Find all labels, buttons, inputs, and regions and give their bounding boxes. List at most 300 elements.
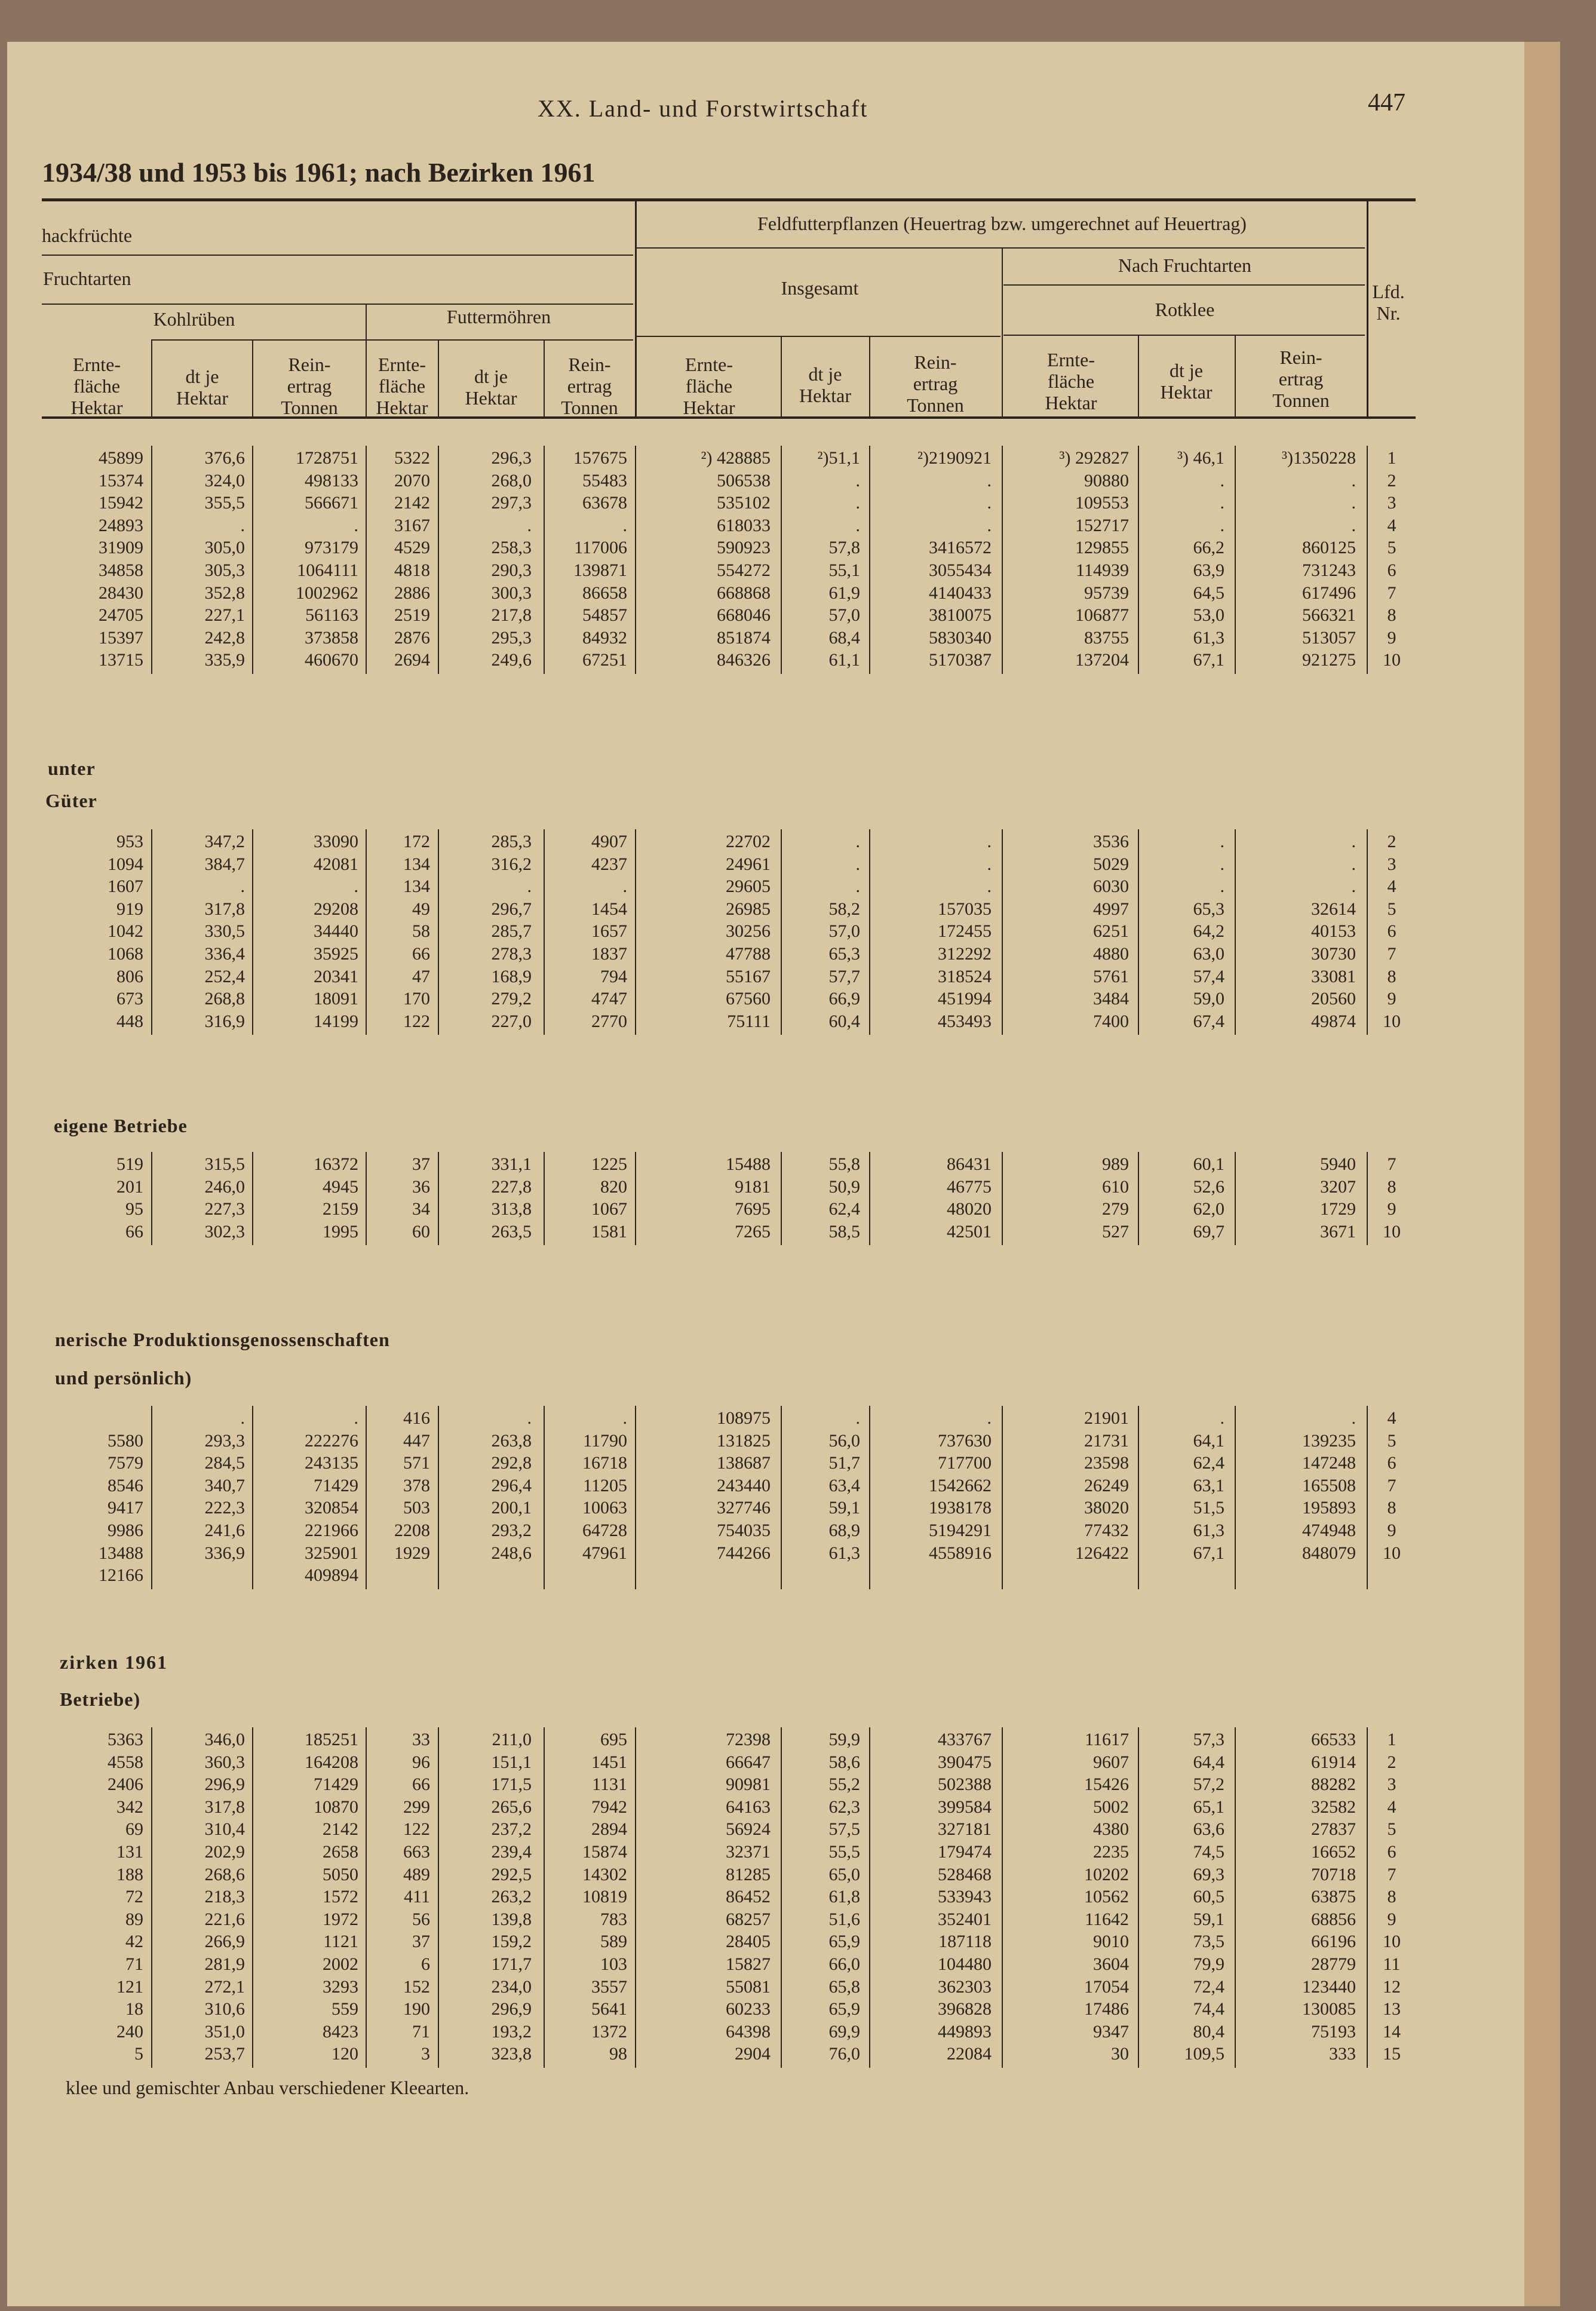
table-cell: 3536	[1093, 832, 1129, 851]
table-cell: .	[1220, 470, 1224, 491]
table-cell: 1607	[108, 876, 143, 897]
table-cell: 1972	[323, 1909, 358, 1929]
table-cell: 55,1	[828, 560, 860, 580]
table-cell: 668046	[717, 605, 771, 626]
table-cell: 489	[403, 1864, 430, 1884]
table-cell: 120	[332, 2044, 358, 2064]
row-number-cell: 4	[1387, 1408, 1396, 1428]
table-cell: 15942	[99, 493, 143, 513]
table-cell: 566671	[305, 493, 358, 513]
table-cell: .	[1351, 493, 1356, 513]
table-cell: 68,9	[828, 1521, 860, 1540]
table-cell: 324,0	[204, 470, 245, 491]
table-cell: 159,2	[491, 1932, 532, 1952]
table-cell: 60,4	[828, 1011, 860, 1031]
row-number-cell: 1	[1387, 1730, 1396, 1749]
table-cell: 590923	[717, 538, 771, 558]
row-number-cell: 10	[1383, 1011, 1401, 1031]
column-rule	[366, 1727, 367, 2068]
table-cell: 10562	[1084, 1887, 1129, 1907]
table-cell: .	[855, 470, 860, 491]
table-cell: 315,5	[204, 1154, 245, 1174]
table-cell: 38020	[1084, 1498, 1129, 1518]
table-cell: 2142	[323, 1819, 358, 1840]
row-number-cell: 7	[1387, 1864, 1396, 1884]
table-cell: 15827	[726, 1954, 771, 1974]
table-cell: 34858	[99, 560, 143, 580]
table-cell: 754035	[717, 1521, 771, 1540]
column-rule	[1367, 1152, 1368, 1245]
table-cell: 409894	[305, 1565, 358, 1586]
column-rule	[544, 1406, 545, 1589]
table-cell: .	[1351, 1408, 1356, 1428]
table-cell: 1042	[108, 921, 143, 942]
column-rule	[1138, 829, 1139, 1035]
table-cell: 451994	[938, 989, 992, 1009]
table-cell: 37	[412, 1154, 430, 1174]
table-cell: 352401	[938, 1909, 992, 1929]
table-cell: 66647	[726, 1752, 771, 1772]
table-cell: 63,6	[1193, 1819, 1224, 1840]
table-cell: 296,9	[204, 1774, 245, 1795]
table-cell: 24893	[99, 515, 143, 535]
table-cell: 336,4	[204, 944, 245, 964]
table-cell: .	[987, 832, 992, 851]
table-cell: .	[987, 876, 992, 897]
table-cell: 15374	[99, 470, 143, 491]
table-cell: 320854	[305, 1498, 358, 1518]
col-head-4: Ernte- fläche Hektar	[376, 354, 428, 418]
column-rule	[252, 1152, 253, 1245]
table-cell: .	[240, 1408, 245, 1428]
table-cell: 293,3	[204, 1430, 245, 1451]
table-cell: 559	[332, 1999, 358, 2019]
table-cell: 731243	[1302, 560, 1356, 580]
table-cell: 1064111	[297, 560, 358, 580]
column-rule	[635, 446, 636, 674]
table-cell: 15488	[726, 1154, 771, 1174]
table-cell: 336,9	[204, 1543, 245, 1563]
table-cell: 296,7	[491, 899, 532, 919]
table-cell: 9010	[1093, 1932, 1129, 1952]
table-cell: 310,6	[204, 1999, 245, 2019]
table-cell: 373858	[305, 627, 358, 648]
table-cell: 61914	[1311, 1752, 1356, 1772]
table-cell: 8546	[108, 1475, 143, 1495]
rule-fruchtarten	[42, 304, 633, 305]
table-cell: .	[987, 493, 992, 513]
header-futtermoehren: Futtermöhren	[446, 306, 551, 327]
table-cell: 67,1	[1193, 1543, 1224, 1563]
row-number-cell: 8	[1387, 605, 1396, 626]
table-cell: 2142	[394, 493, 430, 513]
row-number-cell: 9	[1387, 627, 1396, 648]
column-rule	[544, 1727, 545, 2068]
table-cell: 239,4	[491, 1842, 532, 1862]
table-cell: 297,3	[491, 493, 532, 513]
column-rule	[438, 446, 439, 674]
table-cell: 106877	[1075, 605, 1129, 626]
table-cell: 318524	[938, 966, 992, 986]
table-cell: 561163	[305, 605, 358, 626]
table-cell: 137204	[1075, 650, 1129, 670]
table-cell: 66	[125, 1221, 143, 1242]
table-cell: 384,7	[204, 854, 245, 874]
table-cell: 9347	[1093, 2021, 1129, 2042]
table-cell: 453493	[938, 1011, 992, 1031]
table-cell: 1121	[323, 1932, 358, 1952]
table-cell: 360,3	[204, 1752, 245, 1772]
table-cell: 26249	[1084, 1475, 1129, 1495]
table-cell: 62,4	[1193, 1453, 1224, 1473]
table-cell: 90880	[1084, 470, 1129, 491]
table-cell: 312292	[938, 944, 992, 964]
table-cell: 305,0	[204, 538, 245, 558]
table-cell: 14302	[582, 1864, 627, 1884]
table-cell: 502388	[938, 1774, 992, 1795]
table-cell: 55,8	[828, 1154, 860, 1174]
table-cell: 57,3	[1193, 1730, 1224, 1749]
table-cell: 121	[116, 1976, 143, 1997]
table-cell: 390475	[938, 1752, 992, 1772]
table-cell: 168,9	[491, 966, 532, 986]
column-rule	[1002, 1152, 1003, 1245]
table-cell: 20560	[1311, 989, 1356, 1009]
table-cell: 2002	[323, 1954, 358, 1974]
column-rule	[869, 1727, 870, 2068]
table-cell: .	[240, 515, 245, 535]
table-cell: 211,0	[492, 1730, 532, 1749]
table-cell: 76,0	[828, 2044, 860, 2064]
table-cell: 11790	[583, 1430, 627, 1451]
row-number-cell: 8	[1387, 1887, 1396, 1907]
column-rule	[781, 1727, 782, 2068]
table-cell: 57,0	[828, 605, 860, 626]
table-cell: 3055434	[929, 560, 992, 580]
col-head-8: dt je Hektar	[799, 363, 852, 406]
table-cell: 63,1	[1193, 1475, 1224, 1495]
table-cell: 63875	[1311, 1887, 1356, 1907]
column-rule	[438, 1406, 439, 1589]
row-number-cell: 6	[1387, 1453, 1396, 1473]
table-cell: .	[1351, 470, 1356, 491]
table-cell: 851874	[717, 627, 771, 648]
table-cell: 290,3	[491, 560, 532, 580]
table-cell: 88282	[1311, 1774, 1356, 1795]
table-cell: 7265	[735, 1221, 771, 1242]
table-cell: 378	[403, 1475, 430, 1495]
table-cell: 263,2	[491, 1887, 532, 1907]
table-cell: 32371	[726, 1842, 771, 1862]
table-cell: .	[1351, 515, 1356, 535]
table-cell: 7942	[591, 1797, 627, 1817]
section-label-bezirke: zirken 1961	[60, 1651, 168, 1673]
table-cell: 783	[600, 1909, 627, 1929]
table-cell: 4818	[394, 560, 430, 580]
table-cell: 554272	[717, 560, 771, 580]
table-cell: ³) 46,1	[1177, 448, 1224, 468]
table-cell: 279	[1102, 1199, 1129, 1219]
table-cell: 114939	[1076, 560, 1129, 580]
row-number-cell: 7	[1387, 583, 1396, 603]
table-cell: 81285	[726, 1864, 771, 1884]
table-cell: 60,5	[1193, 1887, 1224, 1907]
table-cell: 69	[125, 1819, 143, 1840]
table-cell: 921275	[1302, 650, 1356, 670]
table-cell: 134	[403, 854, 430, 874]
table-cell: 42	[125, 1932, 143, 1952]
table-cell: 60	[412, 1221, 430, 1242]
table-cell: 65,3	[828, 944, 860, 964]
page-edge	[1524, 42, 1560, 2306]
table-cell: ²)2190921	[917, 448, 992, 468]
table-cell: 1572	[323, 1887, 358, 1907]
table-cell: 15426	[1084, 1774, 1129, 1795]
table-cell: 1995	[323, 1221, 358, 1242]
table-cell: 218,3	[204, 1887, 245, 1907]
table-cell: 126422	[1075, 1543, 1129, 1563]
table-cell: 69,9	[828, 2021, 860, 2042]
table-cell: 953	[116, 832, 143, 851]
col-head-11: dt je Hektar	[1160, 360, 1213, 403]
col-head-10: Ernte- fläche Hektar	[1045, 349, 1097, 413]
table-cell: 74,5	[1193, 1842, 1224, 1862]
column-rule	[151, 1406, 152, 1589]
section-label-lpg-sub: und persönlich)	[55, 1367, 192, 1389]
table-cell: 64398	[726, 2021, 771, 2042]
table-cell: 67251	[582, 650, 627, 670]
table-cell: 45899	[99, 448, 143, 468]
vrule-h5	[151, 339, 152, 417]
column-rule	[1235, 446, 1236, 674]
table-cell: 794	[600, 966, 627, 986]
table-cell: 279,2	[491, 989, 532, 1009]
table-cell: 268,0	[491, 470, 532, 491]
table-cell: 66,9	[828, 989, 860, 1009]
row-number-cell: 15	[1383, 2044, 1401, 2064]
table-cell: 1002962	[296, 583, 358, 603]
table-cell: .	[855, 1408, 860, 1428]
table-cell: 300,3	[491, 583, 532, 603]
table-cell: 448	[116, 1011, 143, 1031]
table-cell: 919	[116, 899, 143, 919]
table-cell: 14199	[314, 1011, 358, 1031]
header-insgesamt: Insgesamt	[781, 277, 859, 299]
table-cell: 138687	[717, 1453, 771, 1473]
table-cell: 86431	[947, 1154, 992, 1174]
table-cell: 57,8	[828, 538, 860, 558]
table-cell: 65,3	[1193, 899, 1224, 919]
table-cell: 165508	[1302, 1475, 1356, 1495]
table-cell: 54857	[582, 605, 627, 626]
table-cell: 65,0	[828, 1864, 860, 1884]
table-cell: 56924	[726, 1819, 771, 1840]
table-cell: 292,5	[491, 1864, 532, 1884]
table-cell: 2658	[323, 1842, 358, 1862]
table-cell: 2770	[591, 1011, 627, 1031]
table-cell: 4880	[1093, 944, 1129, 964]
table-cell: 292,8	[491, 1453, 532, 1473]
table-cell: 2904	[735, 2044, 771, 2064]
column-rule	[366, 1406, 367, 1589]
table-cell: 84932	[582, 627, 627, 648]
table-cell: 2894	[591, 1819, 627, 1840]
table-cell: 55,2	[828, 1774, 860, 1795]
column-rule	[252, 1406, 253, 1589]
table-cell: 96	[412, 1752, 430, 1772]
table-cell: 317,8	[204, 1797, 245, 1817]
table-cell: 62,3	[828, 1797, 860, 1817]
table-cell: 72,4	[1193, 1976, 1224, 1997]
column-rule	[1002, 1406, 1003, 1589]
table-cell: 22702	[726, 832, 771, 851]
column-rule	[781, 1152, 782, 1245]
column-rule	[1367, 829, 1368, 1035]
table-cell: 67,4	[1193, 1011, 1224, 1031]
table-cell: 59,0	[1193, 989, 1224, 1009]
table-cell: 49	[412, 899, 430, 919]
column-rule	[869, 829, 870, 1035]
table-cell: 65,9	[828, 1999, 860, 2019]
header-feldfutter: Feldfutterpflanzen (Heuertrag bzw. umgerechnet auf Heuertrag)	[757, 213, 1247, 234]
table-cell: 58	[412, 921, 430, 942]
table-cell: 60233	[726, 1999, 771, 2019]
rule-sub	[152, 339, 633, 341]
table-cell: 64,5	[1193, 583, 1224, 603]
table-cell: 57,2	[1193, 1774, 1224, 1795]
table-cell: 316,2	[491, 854, 532, 874]
col-head-7: Ernte- fläche Hektar	[683, 354, 735, 418]
table-cell: 663	[403, 1842, 430, 1862]
table-cell: 64163	[726, 1797, 771, 1817]
header-kohlrueben: Kohlrüben	[153, 308, 235, 330]
table-cell: 26985	[726, 899, 771, 919]
table-cell: 37	[412, 1932, 430, 1952]
table-cell: 90981	[726, 1774, 771, 1795]
table-cell: 258,3	[491, 538, 532, 558]
column-rule	[544, 1152, 545, 1245]
table-cell: 202,9	[204, 1842, 245, 1862]
column-rule	[1138, 1406, 1139, 1589]
table-cell: .	[1220, 854, 1224, 874]
table-cell: 281,9	[204, 1954, 245, 1974]
rule-insg	[636, 336, 1000, 337]
top-rule	[42, 198, 1416, 201]
table-cell: 285,7	[491, 921, 532, 942]
table-cell: 40153	[1311, 921, 1356, 942]
table-cell: 333	[1329, 2044, 1356, 2064]
table-cell: 28430	[99, 583, 143, 603]
table-cell: 355,5	[204, 493, 245, 513]
table-cell: 48020	[947, 1199, 992, 1219]
table-cell: 66,0	[828, 1954, 860, 1974]
table-cell: 989	[1102, 1154, 1129, 1174]
table-cell: 342	[116, 1797, 143, 1817]
table-cell: 310,4	[204, 1819, 245, 1840]
table-cell: 22084	[947, 2044, 992, 2064]
table-cell: 302,3	[204, 1221, 245, 1242]
table-cell: 973179	[305, 538, 358, 558]
table-cell: 15397	[99, 627, 143, 648]
row-number-cell: 4	[1387, 1797, 1396, 1817]
section-label-gueter: Güter	[45, 790, 97, 811]
col-head-6: Rein- ertrag Tonnen	[561, 354, 618, 418]
table-cell: 179474	[938, 1842, 992, 1862]
table-cell: 72398	[726, 1730, 771, 1749]
table-cell: 416	[403, 1408, 430, 1428]
table-cell: 32582	[1311, 1797, 1356, 1817]
table-cell: 24961	[726, 854, 771, 874]
table-cell: 129855	[1075, 538, 1129, 558]
table-cell: 95739	[1084, 583, 1129, 603]
header-hackfruechte: hackfrüchte	[42, 225, 133, 246]
col-head-1: Ernte- fläche Hektar	[70, 354, 123, 418]
table-cell: 5322	[394, 448, 430, 468]
row-number-cell: 14	[1383, 2021, 1401, 2042]
table-cell: 737630	[938, 1430, 992, 1451]
table-cell: 33081	[1311, 966, 1356, 986]
table-cell: 164208	[305, 1752, 358, 1772]
table-cell: .	[855, 854, 860, 874]
table-cell: 16718	[582, 1453, 627, 1473]
row-number-cell: 5	[1387, 899, 1396, 919]
table-cell: .	[527, 1408, 532, 1428]
table-cell: 316,9	[204, 1011, 245, 1031]
table-cell: 195893	[1302, 1498, 1356, 1518]
table-cell: .	[1351, 876, 1356, 897]
table-cell: 69,7	[1193, 1221, 1224, 1242]
row-number-cell: 7	[1387, 944, 1396, 964]
table-cell: 109,5	[1184, 2044, 1224, 2064]
table-cell: 7695	[735, 1199, 771, 1219]
table-cell: 187118	[938, 1932, 992, 1952]
row-number-cell: 10	[1383, 650, 1401, 670]
table-cell: 56,0	[828, 1430, 860, 1451]
table-cell: 68856	[1311, 1909, 1356, 1929]
column-rule	[1235, 1727, 1236, 2068]
row-number-cell: 4	[1387, 876, 1396, 897]
table-cell: 299	[403, 1797, 430, 1817]
running-header: XX. Land- und Forstwirtschaft	[538, 95, 868, 122]
table-cell: 57,4	[1193, 966, 1224, 986]
table-cell: 327746	[717, 1498, 771, 1518]
table-cell: 335,9	[204, 650, 245, 670]
table-cell: 227,0	[491, 1011, 532, 1031]
table-cell: 9607	[1093, 1752, 1129, 1772]
row-number-cell: 9	[1387, 989, 1396, 1009]
column-rule	[366, 829, 367, 1035]
table-cell: 50,9	[828, 1176, 860, 1197]
table-cell: 66	[412, 944, 430, 964]
table-cell: 221,6	[204, 1909, 245, 1929]
table-cell: 1542662	[929, 1475, 992, 1495]
table-cell: 4945	[323, 1176, 358, 1197]
table-cell: 1581	[591, 1221, 627, 1242]
column-rule	[635, 1406, 636, 1589]
table-cell: 848079	[1302, 1543, 1356, 1563]
table-cell: 498133	[305, 470, 358, 491]
table-cell: 63,4	[828, 1475, 860, 1495]
table-cell: 151,1	[491, 1752, 532, 1772]
table-cell: 8423	[323, 2021, 358, 2042]
table-cell: 6	[421, 1954, 430, 1974]
table-cell: .	[622, 515, 627, 535]
table-cell: 5641	[591, 1999, 627, 2019]
vrule-h1	[635, 198, 637, 418]
row-number-cell: 12	[1383, 1976, 1401, 1997]
column-rule	[781, 1406, 782, 1589]
column-rule	[1138, 1727, 1139, 2068]
